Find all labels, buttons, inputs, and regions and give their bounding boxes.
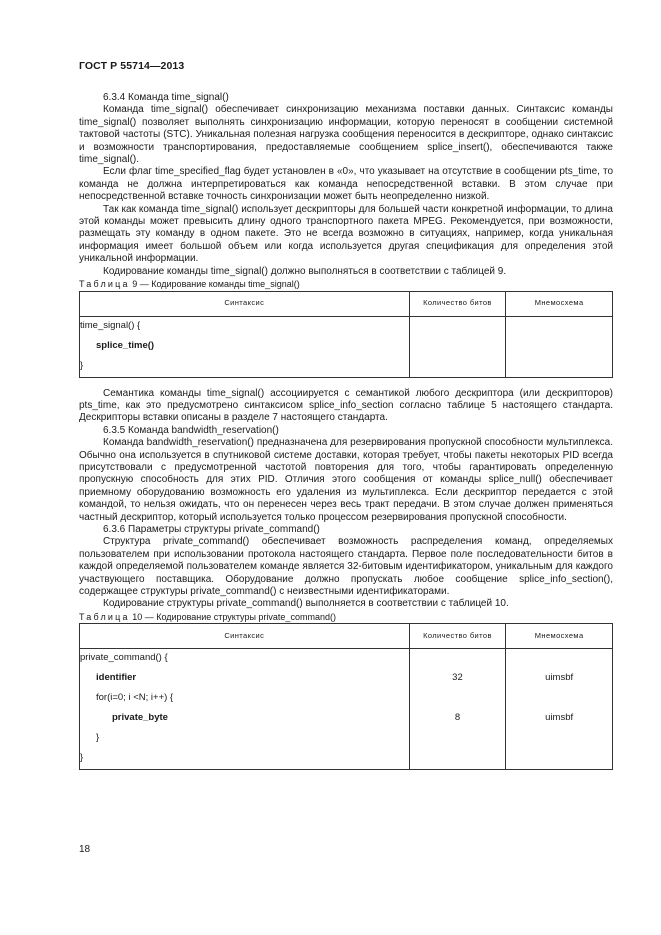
bits-cell [409,316,506,377]
mnemonic-value [506,649,612,669]
header-bits: Количество битов [409,291,506,316]
mnemonic-value [506,689,612,709]
header-syntax: Синтаксис [80,624,410,649]
syntax-line: splice_time() [96,339,155,351]
syntax-line: private_command() { [80,652,168,664]
table-header-row [80,624,613,649]
syntax-line: for(i=0; i <N; i++) { [96,692,174,704]
syntax-line: } [80,752,84,764]
table-row [80,316,613,377]
bits-cell [409,649,506,770]
bits-value [410,649,506,669]
bits-value: 8 [454,712,461,724]
table-9-caption [79,278,613,290]
mnemonic-value [506,729,612,749]
syntax-line: time_signal() { [80,319,141,331]
mnemonic-value: uimsbf [545,712,574,724]
paragraph: Команда bandwidth_reservation() предназначена для резервирования пропускной способности мультиплекса. Обычно она используется в спутниковой системе доставки, которая требует, чтобы пакеты некоторых PID всегда присутствовали с предусмотренной частотой повторения для того, чтобы гарантировать определенную пропускную способность для этих PID. Отличия этого сообщения от команды splice_null() обеспечивает приемному оборудованию возможность его удаления из мультиплекса. Если дескриптор передается с этой командой, то нельзя ожидать, что он перенесен через весь тракт передачи. В этом случае должен применяться частный дескриптор, который используется только процессом резервирования пропускной способности. [79,437,613,523]
table-10-caption-text: 10 — Кодирование структуры private_command() [132,611,336,622]
table-9-caption-word: Таблица [79,279,130,290]
section-heading-6-3-5: 6.3.5 Команда bandwidth_reservation() [103,424,279,436]
paragraph: Если флаг time_specified_flag будет установлен в «0», что указывает на отсутствие в сообщении pts_time, то команда не должна интерпретироваться как команда непосредственной вставки. В этом случае при непосредственной вставке точность синхронизации может быть неопределенно низкой. [79,166,613,203]
bits-value [410,749,506,769]
table-10 [79,623,613,770]
table-row [80,649,613,770]
paragraph: Семантика команды time_signal() ассоциируется с семантикой любого дескриптора (или дескрипторов) pts_time, как это предусмотрено синтаксисом splice_info_section согласно таблице 5 настоящего стандарта. Дескрипторы вставки описаны в разделе 7 настоящего стандарта. [79,387,613,424]
bits-value [410,729,506,749]
mnemonic-value: uimsbf [545,672,574,684]
header-syntax: Синтаксис [80,291,410,316]
mnemonic-value [506,749,612,769]
syntax-line: private_byte [112,712,168,724]
syntax-cell [80,316,410,377]
mnemonic-cell [506,649,613,770]
header-mnemonic: Мнемосхема [506,291,613,316]
mnemonic-cell [506,316,613,377]
paragraph: Кодирование команды time_signal() должно выполняться в соответствии с таблицей 9. [103,265,507,277]
paragraph: Кодирование структуры private_command() выполняется в соответствии с таблицей 10. [103,598,509,610]
syntax-line: } [96,732,100,744]
document-header: ГОСТ Р 55714—2013 [79,60,185,72]
paragraph: Команда time_signal() обеспечивает синхронизацию механизма поставки данных. Синтаксис команды time_signal() позволяет выполнять синхронизацию информации, которую переносят в сообщении системной тактовой частоты (STC). Уникальная полезная нагрузка сообщения переносится в дескрипторе, однако синтаксис и возможности транспортирования, предоставляемые сообщением splice_insert(), обеспечиваются также time_signal(). [79,104,613,166]
table-header-row [80,291,613,316]
syntax-line: identifier [96,672,137,684]
table-10-caption-word: Таблица [79,611,130,622]
section-heading-6-3-6: 6.3.6 Параметры структуры private_command() [103,523,320,535]
section-heading-6-3-4: 6.3.4 Команда time_signal() [103,92,229,103]
table-9 [79,291,613,378]
syntax-cell [80,649,410,770]
bits-value [410,689,506,709]
header-bits: Количество битов [409,624,506,649]
paragraph: Так как команда time_signal() использует дескрипторы для большей части конкретной информации, то длина этой команды может превысить длину одного транспортного пакета MPEG. Рекомендуется, при возможности, размещать эту команду в одном пакете. Это не всегда возможно в ситуациях, например, когда уникальная информация имеет большой объем или когда используется другая спецификация для определения этой уникальной информации. [79,203,613,265]
header-mnemonic: Мнемосхема [506,624,613,649]
syntax-line: } [80,359,84,371]
page-number: 18 [79,844,91,855]
table-9-caption-text: 9 — Кодирование команды time_signal() [132,279,300,290]
paragraph: Структура private_command() обеспечивает возможность распределения команд, определяемых пользователем при использовании протокола настоящего стандарта. Первое поле последовательности битов в каждой определяемой пользователем команде является 32-битовым идентификатором, уникальным для каждого участвующего поставщика. Оборудование должно пропускать любое сообщение splice_info_section(), содержащее структуры private_command() с неизвестными идентификаторами. [79,536,613,597]
bits-value: 32 [452,672,463,684]
table-10-caption [79,611,613,623]
page-content [79,92,613,770]
